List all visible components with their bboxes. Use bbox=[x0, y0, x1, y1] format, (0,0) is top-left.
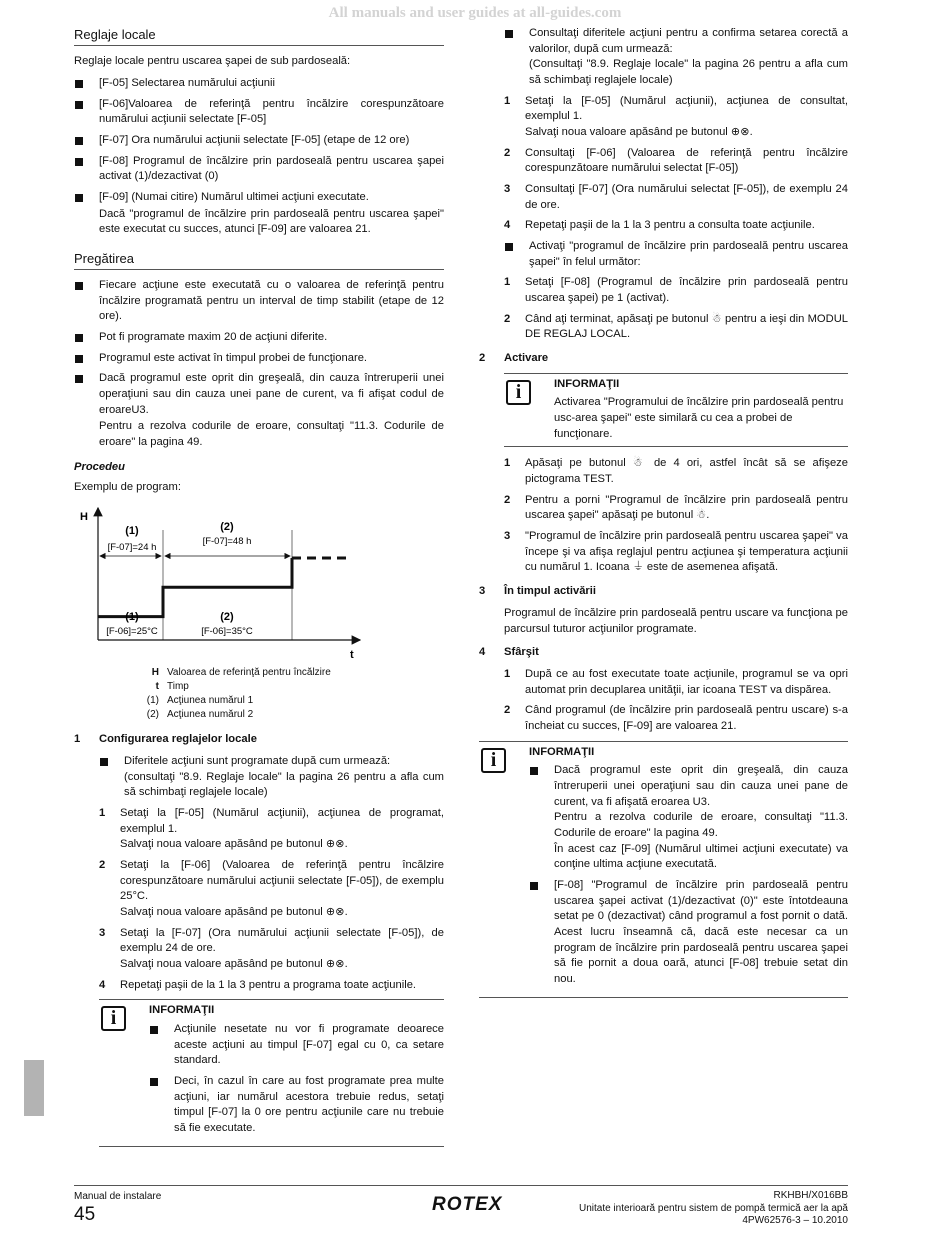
list-item-text: [F-09] (Numai citire) Numărul ultimei acţiuni executate. bbox=[99, 190, 369, 203]
info-item: Deci, în cazul în care au fost programate prea multe acţiuni, iar numărul acestora trebuie redus, setaţi timpul [F-07] la 0 ore pentru acţiunile care nu trebuie să fie executate. bbox=[149, 1074, 444, 1137]
list-item-note: Pentru a rezolva codurile de eroare, consultaţi "11.3. Codurile de eroare" la pagina 49. bbox=[99, 420, 444, 449]
info-icon: i bbox=[506, 380, 531, 405]
numbered-step: 1 Setaţi la [F-05] (Numărul acţiunii), acţiunea de programat, exemplul 1. Salvaţi noua valoare apăsând pe butonul ⊕⊗. bbox=[99, 806, 444, 851]
legend-item: t Timp bbox=[155, 681, 189, 693]
numbered-step: 2 Când aţi terminat, apăsaţi pe butonul ☃ pentru a ieşi din MODUL DE REGLAJ LOCAL. bbox=[504, 312, 848, 341]
right-column bbox=[479, 26, 848, 1007]
list-item bbox=[74, 190, 444, 238]
section-title-reglaje: Reglaje locale bbox=[74, 26, 444, 46]
info-box bbox=[504, 373, 848, 448]
list-item: [F-07] Ora numărului acţiunii selectate [F-05] (etape de 12 ore) bbox=[74, 133, 444, 149]
action-1-label: (1) bbox=[125, 525, 139, 538]
example-label: Exemplu de program: bbox=[74, 481, 181, 494]
numbered-step: 2 Setaţi la [F-06] (Valoarea de referinţă pentru încălzire corespunzătoare numărului acţiunii selectate [F-05]), de exemplu 25°C. Salvaţi noua valoare apăsând pe butonul ⊕⊗. bbox=[99, 858, 444, 918]
list-item bbox=[74, 371, 444, 450]
numbered-step: 4 Repetaţi paşii de la 1 la 3 pentru a programa toate acţiunile. bbox=[99, 978, 417, 991]
page-number: 45 bbox=[74, 1204, 96, 1225]
list-item: [F-06]Valoarea de referinţă pentru încălzire corespunzătoare numărului acţiunii selectate [F-05] bbox=[74, 97, 444, 128]
step-heading-configure: 1 Configurarea reglajelor locale bbox=[74, 733, 257, 746]
numbered-step: 2 Pentru a porni "Programul de încălzire prin pardoseală pentru uscarea şapei" apăsaţi pe butonul ☃. bbox=[504, 493, 848, 522]
numbered-step: 1 Setaţi la [F-05] (Numărul acţiunii), acţiunea de consultat, exemplul 1. Salvaţi noua valoare apăsând pe butonul ⊕⊗. bbox=[504, 94, 848, 139]
list-item: Consultaţi diferitele acţiuni pentru a confirma setarea corectă a valorilor, după cum urmează: (Consultaţi "8.9. Reglaje locale" la pagina 26 pentru a afla cum să schimbaţi reglajele locale) bbox=[504, 26, 848, 89]
page-tab-marker bbox=[24, 1060, 44, 1116]
left-column bbox=[74, 26, 444, 1156]
info-box bbox=[479, 741, 848, 998]
footer-manual-label: Manual de instalare bbox=[74, 1191, 162, 1202]
info-box bbox=[99, 999, 444, 1146]
action-1-setpoint: [F-06]=25°C bbox=[106, 626, 158, 638]
list-item: Diferitele acţiuni sunt programate după cum urmează: (consultaţi "8.9. Reglaje locale" la pagina 26 pentru a afla cum să schimbaţi reglajele locale) bbox=[99, 754, 444, 801]
info-item: Dacă programul este oprit din greşeală, din cauza întreruperii unei operaţiuni sau din cauza unei pane de curent, va fi afişată eroarea U3. Pentru a rezolva codurile de eroare, consultaţi "11.3. Codurile de eroare" la pagina 49. În acest caz [F-09] (Numărul ultimei acţiuni executate) va conţine ultima acţiune executată. bbox=[529, 763, 848, 873]
footer-doc-id: 4PW62576-3 – 10.2010 bbox=[742, 1215, 848, 1226]
chart-legend bbox=[129, 666, 444, 722]
action-2-label: (2) bbox=[220, 521, 234, 534]
list-item: Pot fi programate maxim 20 de acţiuni diferite. bbox=[74, 330, 444, 346]
step-heading-activare: 2 Activare bbox=[479, 352, 549, 365]
action-2-duration: [F-07]=48 h bbox=[202, 536, 252, 548]
list-item: Fiecare acţiune este executată cu o valoarea de referinţă pentru încălzire programată pentru un interval de timp stabilit (etape de 12 ore). bbox=[74, 278, 444, 325]
numbered-step: 1 Apăsaţi pe butonul ☃ de 4 ori, astfel încât să se afişeze pictograma TEST. bbox=[504, 457, 848, 486]
numbered-step: 4 Repetaţi paşii de la 1 la 3 pentru a consulta toate acţiunile. bbox=[504, 219, 815, 232]
numbered-step: 1 Setaţi [F-08] (Programul de încălzire prin pardoseală pentru uscarea şapei) pe 1 (activat). bbox=[504, 276, 848, 305]
footer-description: Unitate interioară pentru sistem de pompă termică aer la apă bbox=[578, 1202, 848, 1214]
action-2-label-bottom: (2) bbox=[220, 611, 234, 624]
list-item: [F-08] Programul de încălzire prin pardoseală pentru uscarea şapei activat (1)/dezactivat (0) bbox=[74, 154, 444, 185]
step-heading-timpul: 3 În timpul activării bbox=[479, 585, 597, 598]
section1-intro: Reglaje locale pentru uscarea şapei de sub pardoseală: bbox=[74, 55, 351, 68]
y-axis-label: H bbox=[80, 511, 88, 524]
numbered-step: 1 După ce au fost executate toate acţiunile, programul se va opri automat prin decuplarea unităţii, iar icoana TEST va dispărea. bbox=[504, 667, 848, 696]
watermark: All manuals and user guides at all-guides.com bbox=[328, 5, 622, 21]
rotex-logo: ROTEX bbox=[432, 1194, 503, 1215]
numbered-step: 3 Setaţi la [F-07] (Ora numărului acţiunii selectate [F-05]), de exemplu 24 de ore. Salvaţi noua valoare apăsând pe butonul ⊕⊗. bbox=[99, 926, 444, 970]
info-icon: i bbox=[481, 748, 506, 773]
legend-item: (1) Acţiunea numărul 1 bbox=[146, 695, 254, 707]
footer-doc-info bbox=[579, 1190, 848, 1228]
legend-item: H Valoarea de referinţă pentru încălzire bbox=[151, 667, 331, 679]
step3-text: Programul de încălzire prin pardoseală pentru uscare va funcţiona pe parcursul tuturor acţiunilor programate. bbox=[504, 606, 848, 635]
info-title: INFORMAŢII bbox=[149, 1004, 215, 1017]
footer bbox=[74, 1185, 848, 1226]
numbered-step: 2 Când programul (de încălzire prin pardoseală pentru uscare) s-a încheiat cu succes, [F-09] are valoarea 21. bbox=[504, 704, 848, 732]
program-chart bbox=[76, 502, 376, 662]
numbered-step: 3 Consultaţi [F-07] (Ora numărului selectat [F-05]), de exemplu 24 de ore. bbox=[504, 183, 848, 211]
list-item: Programul este activat în timpul probei de funcţionare. bbox=[74, 351, 444, 367]
action-1-duration: [F-07]=24 h bbox=[107, 542, 157, 554]
info-icon: i bbox=[101, 1006, 126, 1031]
footer-model: RKHBH/X016BB bbox=[773, 1190, 848, 1201]
numbered-step: 2 Consultaţi [F-06] (Valoarea de referinţă pentru încălzire corespunzătoare numărului selectat [F-05]) bbox=[504, 146, 848, 175]
list-item: Activaţi "programul de încălzire prin pardoseală pentru uscarea şapei" în felul următor: bbox=[504, 239, 848, 270]
setpoint-line bbox=[98, 558, 292, 617]
procedure-title: Procedeu bbox=[74, 460, 125, 473]
x-axis-label: t bbox=[350, 649, 354, 662]
info-item: Acţiunile nesetate nu vor fi programate deoarece aceste acţiuni au timpul [F-07] egal cu 0, ca setare standard. bbox=[149, 1022, 444, 1069]
numbered-step: 3 "Programul de încălzire prin pardoseală pentru uscarea şapei" va începe şi va afişa reglajul pentru acţiunea şi temperatura acţiunii cu numărul 1. Icoana ⏚ este de asemenea afişată. bbox=[504, 530, 848, 574]
info-text: Activarea "Programului de încălzire prin pardoseală pentru usc-area şapei" este similară cu cea a probei de funcţionare. bbox=[554, 396, 844, 440]
action-2-setpoint: [F-06]=35°C bbox=[201, 626, 253, 638]
step-heading-sfarsit: 4 Sfârşit bbox=[479, 646, 539, 659]
list-item: [F-05] Selectarea numărului acţiunii bbox=[74, 76, 444, 92]
action-1-label-bottom: (1) bbox=[125, 611, 139, 624]
info-title: INFORMAŢII bbox=[529, 745, 595, 758]
section-title-pregatirea: Pregătirea bbox=[74, 250, 444, 270]
legend-item: (2) Acţiunea numărul 2 bbox=[146, 709, 254, 721]
info-title: INFORMAŢII bbox=[554, 377, 620, 390]
info-item: [F-08] "Programul de încălzire prin pardoseală pentru uscarea şapei activat (1)/dezactivat (0)" este întotdeauna setat pe 0 (dezactivat) când programul a fost pornit o dată. Acest lucru înseamnă că, dacă este necesar ca un program de încălzire prin pardoseală pentru uscarea şapei să fie pornit a doua oară, atunci [F-08] trebuie setat din nou. bbox=[529, 878, 848, 988]
list-item-note: Dacă "programul de încălzire prin pardoseală pentru uscarea şapei" este executat cu succes, atunci [F-09] are valoarea 21. bbox=[99, 207, 444, 236]
list-item-text: Dacă programul este oprit din greşeală, din cauza întreruperii unei operaţiuni sau din cauza unei pane de curent, va fi afişat codul de eroareU3. bbox=[99, 372, 444, 416]
